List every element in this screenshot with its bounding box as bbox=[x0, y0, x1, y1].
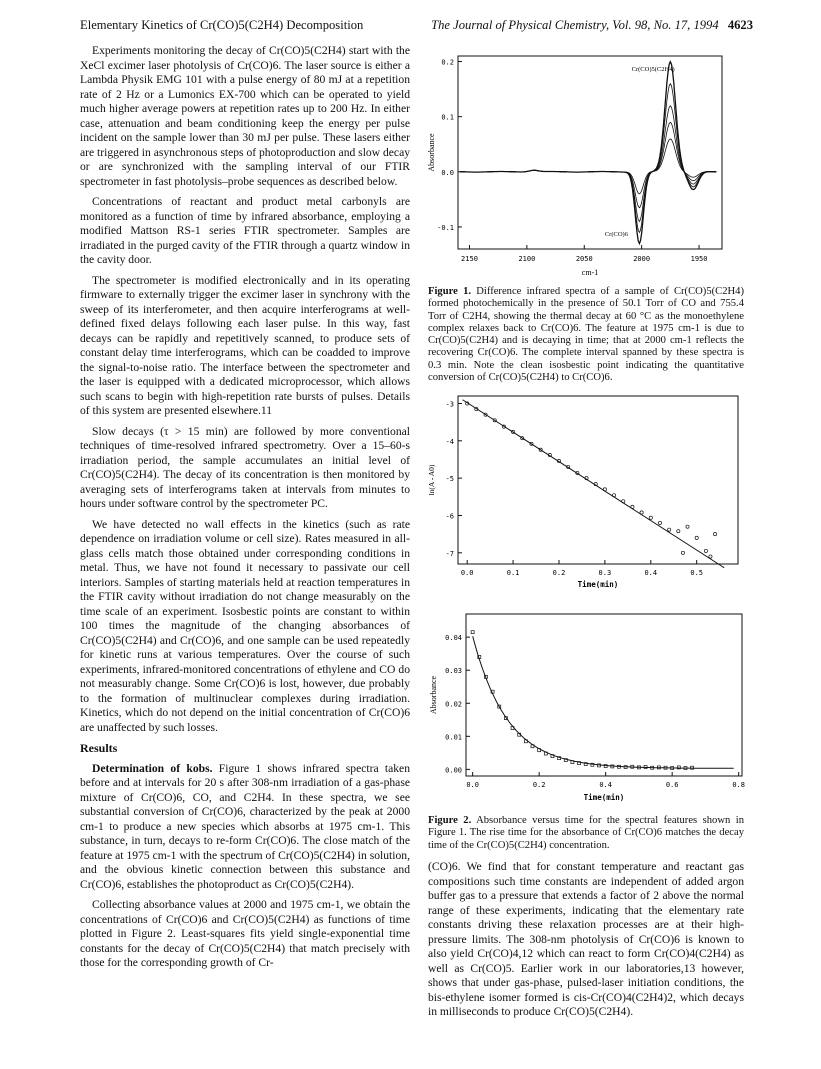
y-axis-label: Absorbance bbox=[427, 133, 436, 172]
journal-citation: The Journal of Physical Chemistry, Vol. 98, No. 17, 1994 bbox=[431, 18, 719, 32]
y-tick-label: 0.04 bbox=[445, 634, 462, 643]
x-tick-label: 2150 bbox=[461, 255, 478, 263]
paragraph-ftir-monitoring: Concentrations of reactant and product metal carbonyls are monitored as a function of time by infrared absorbance, employing a modified Mattson RS-1 series FTIR spectrometer. Samples are irradiated in the purged cavity of the FTIR through a quartz window in the cavity door. bbox=[80, 195, 410, 266]
x-tick-label: 0.3 bbox=[598, 569, 612, 577]
data-point bbox=[640, 511, 643, 514]
figure1-spectra-chart bbox=[420, 44, 750, 279]
y-axis-label: ln(A - A0) bbox=[427, 464, 436, 496]
fit-line bbox=[463, 400, 725, 568]
x-tick-label: 0.4 bbox=[599, 781, 612, 789]
section-heading-results: Results bbox=[80, 741, 118, 755]
x-tick-label: 0.5 bbox=[690, 569, 704, 577]
y-tick-label: -6 bbox=[445, 512, 454, 521]
x-tick-label: 2000 bbox=[633, 255, 651, 263]
x-axis-label: Time(min) bbox=[577, 580, 619, 589]
spectrum-trace-3 bbox=[460, 106, 716, 222]
data-point bbox=[603, 488, 606, 491]
data-point bbox=[686, 525, 689, 528]
running-header-journal bbox=[431, 18, 753, 33]
left-column bbox=[80, 44, 410, 977]
paragraph-absorbance-values: Collecting absorbance values at 2000 and 1975 cm-1, we obtain the concentrations of Cr(CO)6 and Cr(CO)5(C2H4) as functions of time plotted in Figure 2. Least-squares fits yield single-exponential time constants for the decay of Cr(CO)5(C2H4) that match precisely with those for the corresponding growth of Cr- bbox=[80, 898, 410, 969]
x-tick-label: 0.8 bbox=[732, 781, 746, 789]
annotation-cr-co5-c2h4: Cr(CO)5(C2H4) bbox=[631, 65, 675, 73]
plot-frame bbox=[458, 396, 738, 564]
data-point bbox=[695, 536, 698, 539]
y-tick-label: 0.02 bbox=[445, 700, 462, 709]
figure2-caption-text: Absorbance versus time for the spectral features shown in Figure 1. The rise time for the absorbance of Cr(CO)6 matches the decay time of the Cr(CO)5(C2H4) concentration. bbox=[428, 815, 744, 851]
y-tick-label: 0.1 bbox=[441, 113, 454, 122]
plot-frame bbox=[458, 56, 722, 249]
running-header-title: Elementary Kinetics of Cr(CO)5(C2H4) Decomposition bbox=[80, 18, 364, 32]
data-point bbox=[668, 528, 671, 531]
x-tick-label: 0.0 bbox=[460, 569, 474, 577]
x-axis-label: Time(min) bbox=[583, 793, 625, 802]
x-axis-label: cm-1 bbox=[581, 268, 599, 277]
annotation-cr-co6: Cr(CO)6 bbox=[604, 230, 628, 238]
figure1-caption bbox=[428, 286, 744, 384]
run-in-heading: Determination of kobs. bbox=[92, 761, 213, 775]
y-tick-label: -4 bbox=[445, 437, 454, 446]
paragraph-wall-effects: We have detected no wall effects in the kinetics (such as rate dependence on irradiation volume or cell size). Rates measured in all-glass cells match those obtained under corresponding conditions in metal. Thus, we have not found it necessary to passivate our cell interiors. Samples of starting materials held at reaction temperatures in the FTIR cavity without irradiation do not change measurably on the time scale of an experiment. Isosbestic points are constant to within 100 times the magnitude of the changing absorbances of Cr(CO)5(C2H4) and Cr(CO)6, and one sample can be used repeatedly for kinetic runs at various temperatures. Over the course of such experiments, infrared-monitored concentrations of ethylene and CO do not measurably change. Some Cr(CO)6 is lost, however, due probably to the formation of multinuclear complexes during irradiation. Kinetics, which do not depend on the initial concentration of Cr(CO)6 are unaffected by such losses. bbox=[80, 517, 410, 734]
x-tick-label: 0.6 bbox=[665, 781, 679, 789]
x-tick-label: 0.2 bbox=[552, 569, 566, 577]
x-tick-label: 0.0 bbox=[466, 781, 479, 789]
ln-decay-chart bbox=[420, 392, 750, 602]
y-tick-label: 0.03 bbox=[445, 667, 462, 676]
x-tick-label: 0.4 bbox=[644, 569, 658, 577]
x-tick-label: 0.1 bbox=[506, 569, 520, 577]
y-tick-label: 0.0 bbox=[441, 168, 454, 177]
x-tick-label: 1950 bbox=[690, 255, 708, 263]
figure1-caption-label: Figure 1. bbox=[428, 286, 472, 297]
y-tick-label: 0.2 bbox=[441, 58, 454, 67]
data-point bbox=[677, 530, 680, 533]
figure2-absorbance-chart bbox=[420, 608, 760, 814]
paragraph-spectrometer-mod: The spectrometer is modified electronically and in its operating firmware to externally trigger the excimer laser in synchrony with the sweep of its interferometer, and then acquire interferograms at well-defined fixed delays following each laser pulse. In this way, fast decays can be rapidly and repetitively scanned, to produce sets of constant delay time interferograms, which can be coadded to improve the signal-to-noise ratio. The interface between the spectrometer and the laser is equipped with a dedicated microprocessor, which allows such scans to begin with high-repetition rate bursts of pulses. Details of this system are presented elsewhere.11 bbox=[80, 273, 410, 417]
right-column-text bbox=[428, 860, 744, 1026]
data-point bbox=[681, 551, 684, 554]
figure1-caption-text: Difference infrared spectra of a sample of Cr(CO)5(C2H4) formed photochemically in the presence of 50.1 Torr of CO and 755.4 Torr of C2H4, showing the thermal decay at 60 °C as the monoethylene complex relaxes back to Cr(CO)6. The feature at 1975 cm-1 is due to Cr(CO)5(C2H4) and is decaying in time; that at 2000 cm-1 reflects the recovering Cr(CO)6. The complete interval spanned by these spectra is 0.3 min. Note the clean isosbestic point indicating the quantitative conversion of Cr(CO)5(C2H4) to Cr(CO)6. bbox=[428, 286, 744, 384]
data-point bbox=[649, 516, 652, 519]
y-tick-label: -3 bbox=[445, 400, 454, 409]
paragraph-slow-decays: Slow decays (τ > 15 min) are followed by more conventional techniques of time-resolved infrared spectrometry. Over a 15–60-s irradiation period, the sample accumulates an initial level of Cr(CO)5(C2H4). The decay of its concentration is then monitored by averaging sets of interferograms taken at intervals from minutes to hours under software control by the spectrometer PC. bbox=[80, 424, 410, 510]
x-tick-label: 2050 bbox=[575, 255, 593, 263]
data-point bbox=[658, 521, 661, 524]
fit-curve bbox=[473, 636, 734, 768]
data-point bbox=[631, 505, 634, 508]
data-point bbox=[704, 549, 707, 552]
x-tick-label: 2100 bbox=[518, 255, 536, 263]
y-axis-label: Absorbance bbox=[429, 675, 438, 715]
y-tick-label: -5 bbox=[445, 475, 454, 484]
figure2-caption-label: Figure 2. bbox=[428, 815, 472, 826]
spectrum-trace-2 bbox=[460, 84, 716, 233]
paragraph-body: Figure 1 shows infrared spectra taken before and at intervals for 20 s after 308-nm irradiation of a gas-phase mixture of Cr(CO)6, CO, and C2H4. In these spectra, we see substantial conversion of Cr(CO)6, characterized by the peak at 2000 cm-1 to produce a new species which absorbs at 1975 cm-1. This substance, in turn, decays to re-form Cr(CO)6. The close match of the feature at 1975 cm-1 with the spectrum of Cr(CO)5(C2H4) in solution, and the obvious kinetic connection between this substance and Cr(CO)6, establishes the photoproduct as Cr(CO)5(C2H4). bbox=[80, 761, 410, 891]
y-tick-label: -0.1 bbox=[437, 223, 454, 232]
x-tick-label: 0.2 bbox=[532, 781, 546, 789]
data-point bbox=[709, 555, 712, 558]
figure2-caption bbox=[428, 815, 744, 852]
y-tick-label: 0.01 bbox=[445, 733, 462, 742]
paragraph-determination-kobs bbox=[80, 762, 410, 893]
data-point bbox=[713, 533, 716, 536]
data-point bbox=[471, 631, 474, 634]
y-tick-label: -7 bbox=[445, 549, 454, 558]
paragraph-time-constants: (CO)6. We find that for constant temperature and reactant gas compositions such time constants are independent of added argon buffer gas to a pressure that extends a factor of 2 above the normal range of these experiments, indicating that the elementary rate constants driving these relaxation processes are at their high-pressure limits. The 308-nm photolysis of Cr(CO)6 is known to also yield Cr(CO)4,12 which can react to form Cr(CO)4(C2H4) as well as Cr(CO)5. Earlier work in our laboratories,13 however, shows that under gas-phase, pulsed-laser initiation conditions, the bis-ethylene isomer formed is cis-Cr(CO)4(C2H4)2, which decays in milliseconds to produce Cr(CO)5(C2H4). bbox=[428, 860, 744, 1018]
plot-frame bbox=[466, 614, 742, 776]
paragraph-laser-source: Experiments monitoring the decay of Cr(CO)5(C2H4) start with the XeCl excimer laser photolysis of Cr(CO)6. The laser source is either a Lambda Physik EMG 101 with a pulse energy of 80 mJ at a repetition rate of 2 Hz or a Lumonics EX-700 which can be operated to yield much higher average powers at repetition rates up to 200 Hz. In either case, attenuation and beam conditioning keep the energy per pulse incident on the sample lower than 30 mJ per pulse. These lasers either are triggered in asynchronous steps of photoproduction and slow decay or are synchronized with the sampling interval of our FTIR spectrometer in fast photolysis–probe sequences as described below. bbox=[80, 44, 411, 188]
page-number: 4623 bbox=[727, 18, 753, 32]
y-tick-label: 0.00 bbox=[445, 766, 462, 775]
